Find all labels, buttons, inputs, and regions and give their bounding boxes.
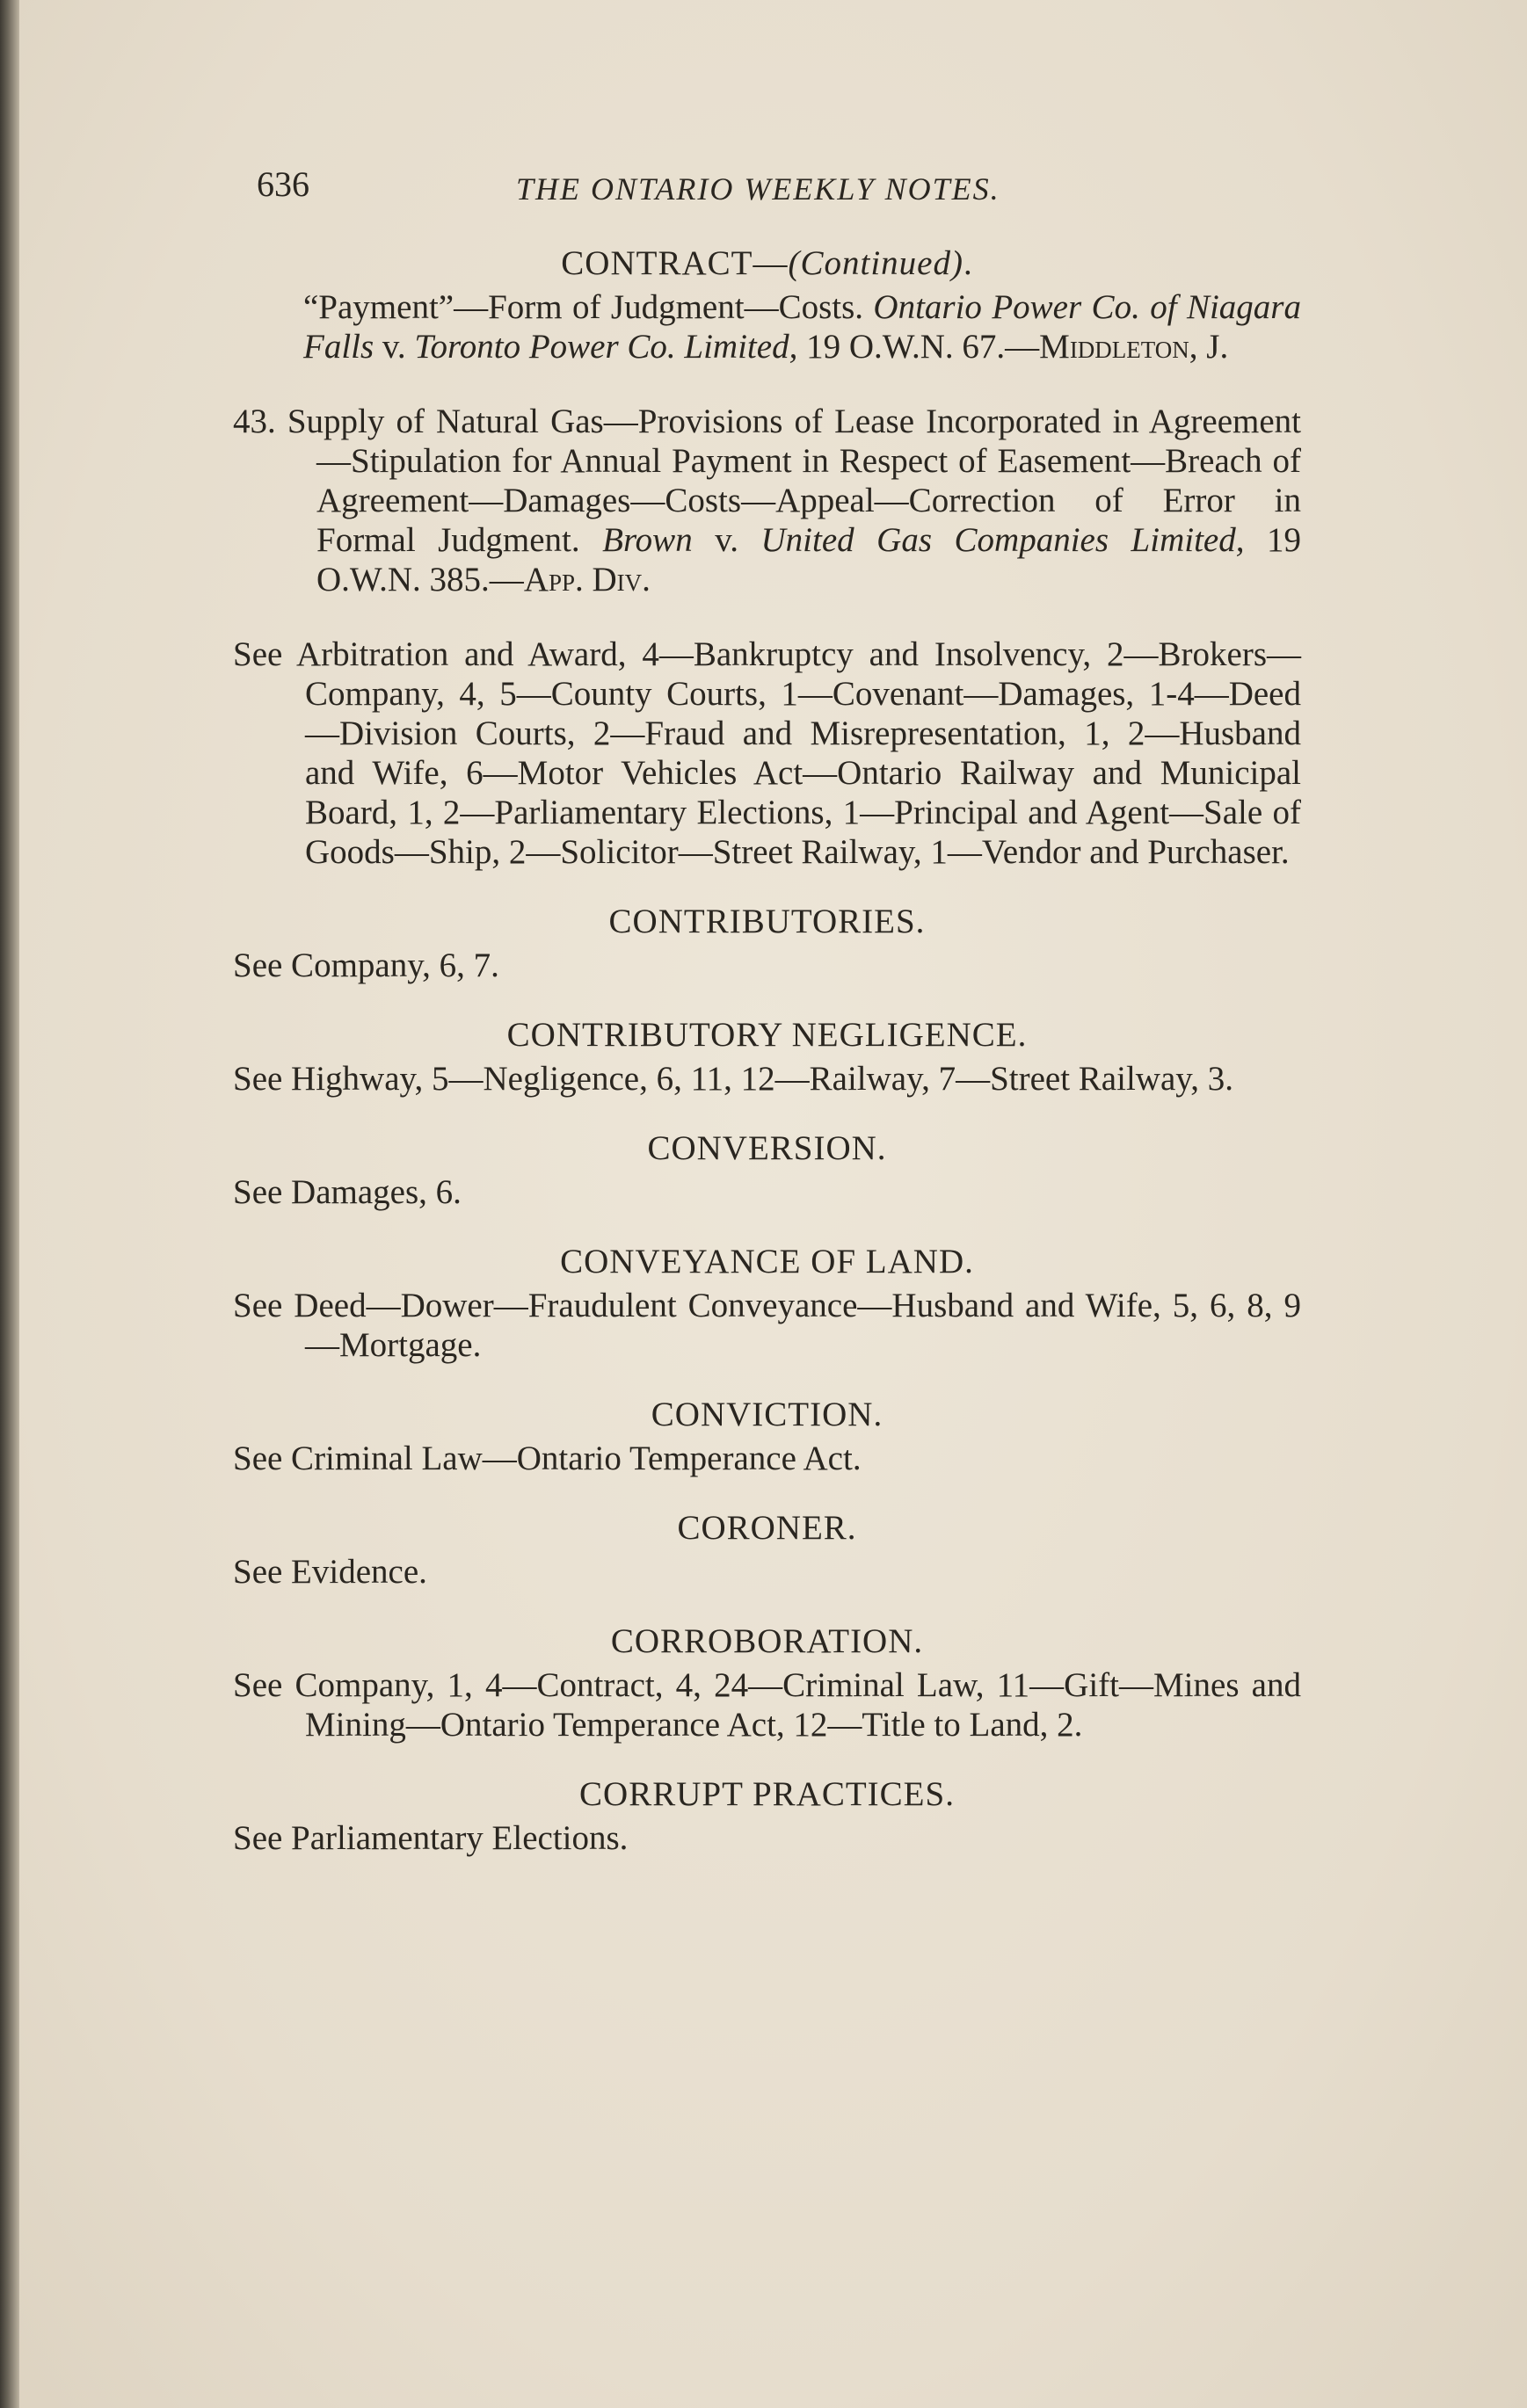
see-conviction: See Criminal Law—Ontario Temperance Act. bbox=[233, 1440, 862, 1477]
heading-contributories: CONTRIBUTORIES. bbox=[608, 903, 926, 940]
entry-43: 43. Supply of Natural Gas—Provisions of Lease Incorporated in Agreement—Stipulation for Annual Payment in Respect of Easement—Breach of Agreement—Damages—Costs—Appeal—Correction of Error in Formal Judgment. Brown v. United Gas Companies Limited, 19 O.W.N. 385.—App. Div. bbox=[233, 403, 1301, 598]
running-header bbox=[257, 163, 1285, 216]
heading-corrupt-practices: CORRUPT PRACTICES. bbox=[579, 1775, 955, 1813]
book-spine-edge bbox=[0, 0, 19, 2408]
see-contributory-negligence: See Highway, 5—Negligence, 6, 11, 12—Railway, 7—Street Railway, 3. bbox=[233, 1060, 1233, 1098]
heading-corroboration: CORROBORATION. bbox=[610, 1622, 924, 1660]
heading-conveyance-of-land: CONVEYANCE OF LAND. bbox=[560, 1243, 974, 1280]
see-corrupt-practices: See Parliamentary Elections. bbox=[233, 1819, 629, 1857]
continued-entry: “Payment”—Form of Judgment—Costs. Ontario Power Co. of Niagara Falls v. Toronto Power Co. Limited, 19 O.W.N. 67.—Middleton, J. bbox=[303, 288, 1301, 366]
heading-conversion: CONVERSION. bbox=[647, 1129, 887, 1167]
heading-contract-continued: CONTRACT—(Continued). bbox=[561, 244, 973, 282]
heading-contributory-negligence: CONTRIBUTORY NEGLIGENCE. bbox=[506, 1016, 1028, 1054]
see-also-contract: See Arbitration and Award, 4—Bankruptcy and Insolvency, 2—Brokers—Company, 4, 5—County Courts, 1—Covenant—Damages, 1-4—Deed—Division Courts, 2—Fraud and Misrepresentation, 1, 2—Husband and Wife, 6—Motor Vehicles Act—Ontario Railway and Municipal Board, 1, 2—Parliamentary Elections, 1—Principal and Agent—Sale of Goods—Ship, 2—Solicitor—Street Railway, 1—Vendor and Purchaser. bbox=[233, 635, 1301, 871]
see-corroboration: See Company, 1, 4—Contract, 4, 24—Criminal Law, 11—Gift—Mines and Mining—Ontario Temperance Act, 12—Title to Land, 2. bbox=[233, 1666, 1301, 1744]
heading-coroner: CORONER. bbox=[677, 1509, 857, 1547]
page-number: 636 bbox=[257, 164, 309, 204]
see-contributories: See Company, 6, 7. bbox=[233, 947, 499, 984]
index-body bbox=[233, 242, 1301, 1858]
see-conversion: See Damages, 6. bbox=[233, 1173, 462, 1211]
see-coroner: See Evidence. bbox=[233, 1553, 427, 1591]
entry-number: 43. bbox=[233, 403, 276, 440]
see-conveyance-of-land: See Deed—Dower—Fraudulent Conveyance—Husband and Wife, 5, 6, 8, 9—Mortgage. bbox=[233, 1287, 1301, 1364]
running-title: THE ONTARIO WEEKLY NOTES. bbox=[516, 171, 1000, 207]
heading-conviction: CONVICTION. bbox=[651, 1396, 883, 1433]
